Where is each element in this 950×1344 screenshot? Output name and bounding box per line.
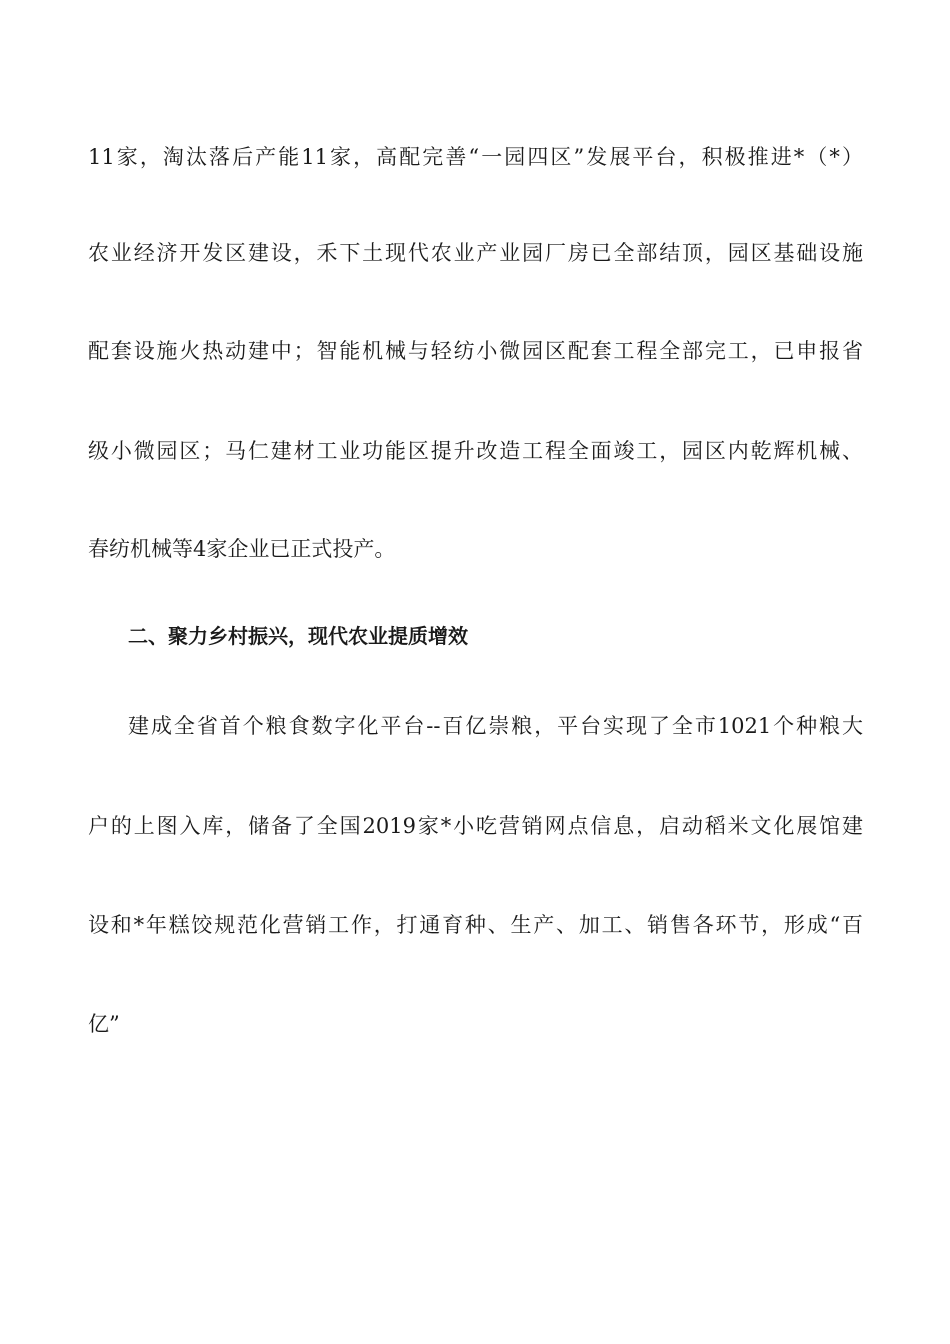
paragraph-line: 春纺机械等4家企业已正式投产。 bbox=[88, 537, 396, 561]
paragraph-line: 配套设施火热动建中；智能机械与轻纺小微园区配套工程全部完工，已申报省 bbox=[88, 339, 863, 363]
paragraph-line: 亿” bbox=[88, 1012, 120, 1036]
paragraph-line: 11家，淘汰落后产能11家，高配完善“一园四区”发展平台，积极推进*（*） bbox=[88, 145, 863, 169]
paragraph-line: 建成全省首个粮食数字化平台--百亿崇粮，平台实现了全市1021个种粮大 bbox=[128, 714, 863, 738]
paragraph-line: 级小微园区；马仁建材工业功能区提升改造工程全面竣工，园区内乾辉机械、 bbox=[88, 439, 863, 463]
section-heading: 二、聚力乡村振兴，现代农业提质增效 bbox=[128, 624, 468, 648]
paragraph-line: 设和*年糕饺规范化营销工作，打通育种、生产、加工、销售各环节，形成“百 bbox=[88, 913, 863, 937]
paragraph-line: 农业经济开发区建设，禾下土现代农业产业园厂房已全部结顶，园区基础设施 bbox=[88, 241, 863, 265]
paragraph-line: 户的上图入库，储备了全国2019家*小吃营销网点信息，启动稻米文化展馆建 bbox=[88, 814, 863, 838]
